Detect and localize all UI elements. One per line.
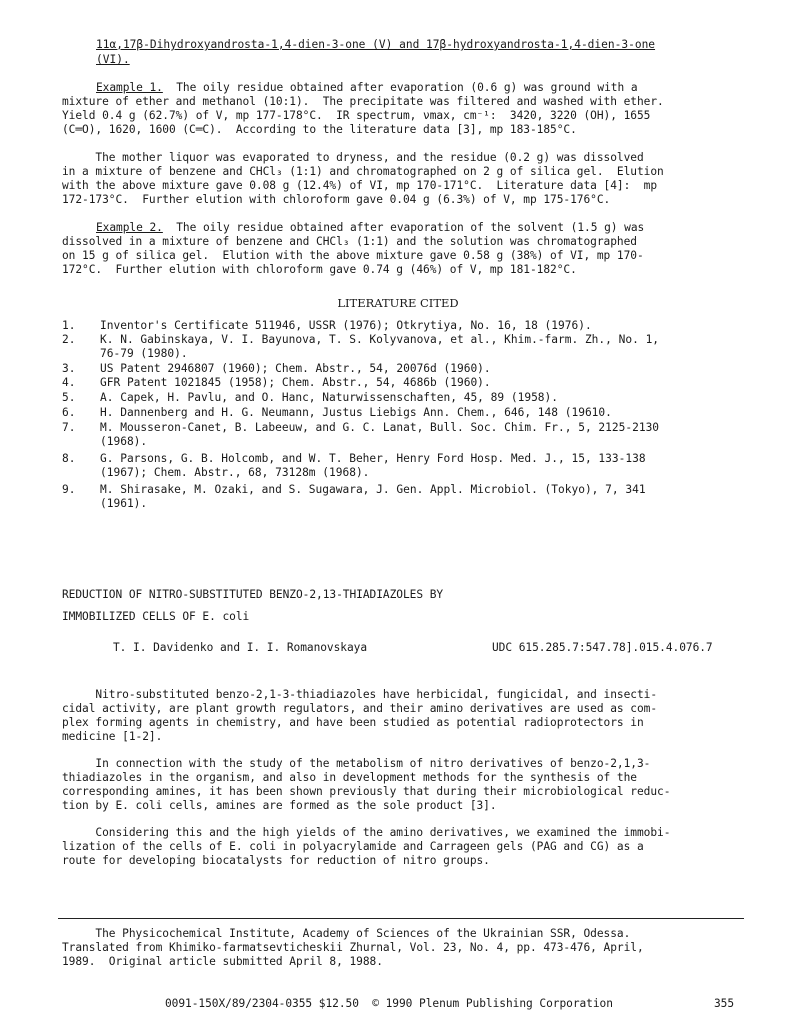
article-para1-line2: cidal activity, are plant growth regulators, and their amino derivatives are used as com- <box>62 702 658 715</box>
footnote-line2: Translated from Khimiko-farmatsevticheskii Zhurnal, Vol. 23, No. 4, pp. 473-476, April, <box>62 941 644 954</box>
example2-label: Example 2. <box>96 221 163 234</box>
reference-item: 7. M. Mousseron-Canet, B. Labeeuw, and G. C. Lanat, Bull. Soc. Chim. Fr., 5, 2125-2130 <box>62 421 660 434</box>
reference-item-continued: 76-79 (1980). <box>100 347 188 360</box>
reference-item: 3. US Patent 2946807 (1960); Chem. Abstr., 54, 20076d (1960). <box>62 362 491 375</box>
example2-line1: Example 2. The oily residue obtained after evaporation of the solvent (1.5 g) was <box>96 221 645 234</box>
literature-heading: LITERATURE CITED <box>337 296 459 310</box>
page-number: 355 <box>714 997 735 1010</box>
udc-code: UDC 615.285.7:547.78].015.4.076.7 <box>492 641 713 654</box>
article-authors: T. I. Davidenko and I. I. Romanovskaya <box>113 641 368 654</box>
para2-line1: The mother liquor was evaporated to dryness, and the residue (0.2 g) was dissolved <box>62 151 644 164</box>
reference-item-continued: (1967); Chem. Abstr., 68, 73128m (1968). <box>100 466 370 479</box>
reference-item-continued: (1968). <box>100 435 148 448</box>
example2-line4: 172°C. Further elution with chloroform gave 0.74 g (46%) of V, mp 181-182°C. <box>62 263 577 276</box>
reference-item-continued: (1961). <box>100 497 148 510</box>
article-para3-line2: lization of the cells of E. coli in polyacrylamide and Carrageen gels (PAG and CG) as a <box>62 840 644 853</box>
para2-line4: 172-173°C. Further elution with chloroform gave 0.04 g (6.3%) of V, mp 175-176°C. <box>62 193 611 206</box>
footnote-line1: The Physicochemical Institute, Academy of Sciences of the Ukrainian SSR, Odessa. <box>62 927 631 940</box>
reference-item: 9. M. Shirasake, M. Ozaki, and S. Sugawara, J. Gen. Appl. Microbiol. (Tokyo), 7, 341 <box>62 483 646 496</box>
article-para2-line3: corresponding amines, it has been shown previously that during their microbiological reduc- <box>62 785 671 798</box>
example1-line2: mixture of ether and methanol (10:1). The precipitate was filtered and washed with ether. <box>62 95 664 108</box>
article-title-line1: REDUCTION OF NITRO-SUBSTITUTED BENZO-2,13-THIADIAZOLES BY <box>62 588 444 601</box>
footnote-divider <box>58 918 744 919</box>
article-para1-line1: Nitro-substituted benzo-2,1-3-thiadiazoles have herbicidal, fungicidal, and insecti- <box>62 688 658 701</box>
example2-line2: dissolved in a mixture of benzene and CHCl₃ (1:1) and the solution was chromatographed <box>62 235 637 248</box>
reference-item: 1. Inventor's Certificate 511946, USSR (1976); Otkrytiya, No. 16, 18 (1976). <box>62 319 592 332</box>
para2-line3: with the above mixture gave 0.08 g (12.4%) of VI, mp 170-171°C. Literature data [4]: mp <box>62 179 658 192</box>
footnote-line3: 1989. Original article submitted April 8, 1988. <box>62 955 383 968</box>
example1-line3: Yield 0.4 g (62.7%) of V, mp 177-178°C. IR spectrum, νmax, cm⁻¹: 3420, 3220 (OH), 1655 <box>62 109 651 122</box>
compound-heading-line2: (VI). <box>96 53 130 66</box>
example1-line4: (C═O), 1620, 1600 (C═C). According to the literature data [3], mp 183-185°C. <box>62 123 577 136</box>
article-para2-line4: tion by E. coli cells, amines are formed as the sole product [3]. <box>62 799 497 812</box>
article-para3-line3: route for developing biocatalysts for reduction of nitro groups. <box>62 854 490 867</box>
reference-item: 2. K. N. Gabinskaya, V. I. Bayunova, T. S. Kolyvanova, et al., Khim.-farm. Zh., No. 1, <box>62 333 660 346</box>
article-para1-line4: medicine [1-2]. <box>62 730 163 743</box>
para2-line2: in a mixture of benzene and CHCl₃ (1:1) and chromatographed on 2 g of silica gel. Elution <box>62 165 664 178</box>
reference-item: 6. H. Dannenberg and H. G. Neumann, Justus Liebigs Ann. Chem., 646, 148 (19610. <box>62 406 612 419</box>
article-para1-line3: plex forming agents in chemistry, and have been studied as potential radioprotectors in <box>62 716 644 729</box>
example1-line1: Example 1. The oily residue obtained after evaporation (0.6 g) was ground with a <box>96 81 638 94</box>
article-para2-line1: In connection with the study of the metabolism of nitro derivatives of benzo-2,1,3- <box>62 757 651 770</box>
reference-item: 5. A. Capek, H. Pavlu, and O. Hanc, Naturwissenschaften, 45, 89 (1958). <box>62 391 559 404</box>
reference-item: 4. GFR Patent 1021845 (1958); Chem. Abstr., 54, 4686b (1960). <box>62 376 491 389</box>
compound-heading-line1: 11α,17β-Dihydroxyandrosta-1,4-dien-3-one (V) and 17β-hydroxyandrosta-1,4-dien-3-one <box>96 38 656 51</box>
example2-line3: on 15 g of silica gel. Elution with the above mixture gave 0.58 g (38%) of VI, mp 170- <box>62 249 644 262</box>
article-para2-line2: thiadiazoles in the organism, and also in development methods for the synthesis of the <box>62 771 637 784</box>
article-para3-line1: Considering this and the high yields of the amino derivatives, we examined the immobi- <box>62 826 671 839</box>
reference-item: 8. G. Parsons, G. B. Holcomb, and W. T. Beher, Henry Ford Hosp. Med. J., 15, 133-138 <box>62 452 646 465</box>
article-title-line2: IMMOBILIZED CELLS OF E. coli <box>62 610 250 623</box>
footer-publication-code: 0091-150X/89/2304-0355 $12.50 © 1990 Plenum Publishing Corporation <box>165 997 613 1010</box>
example1-label: Example 1. <box>96 81 163 94</box>
